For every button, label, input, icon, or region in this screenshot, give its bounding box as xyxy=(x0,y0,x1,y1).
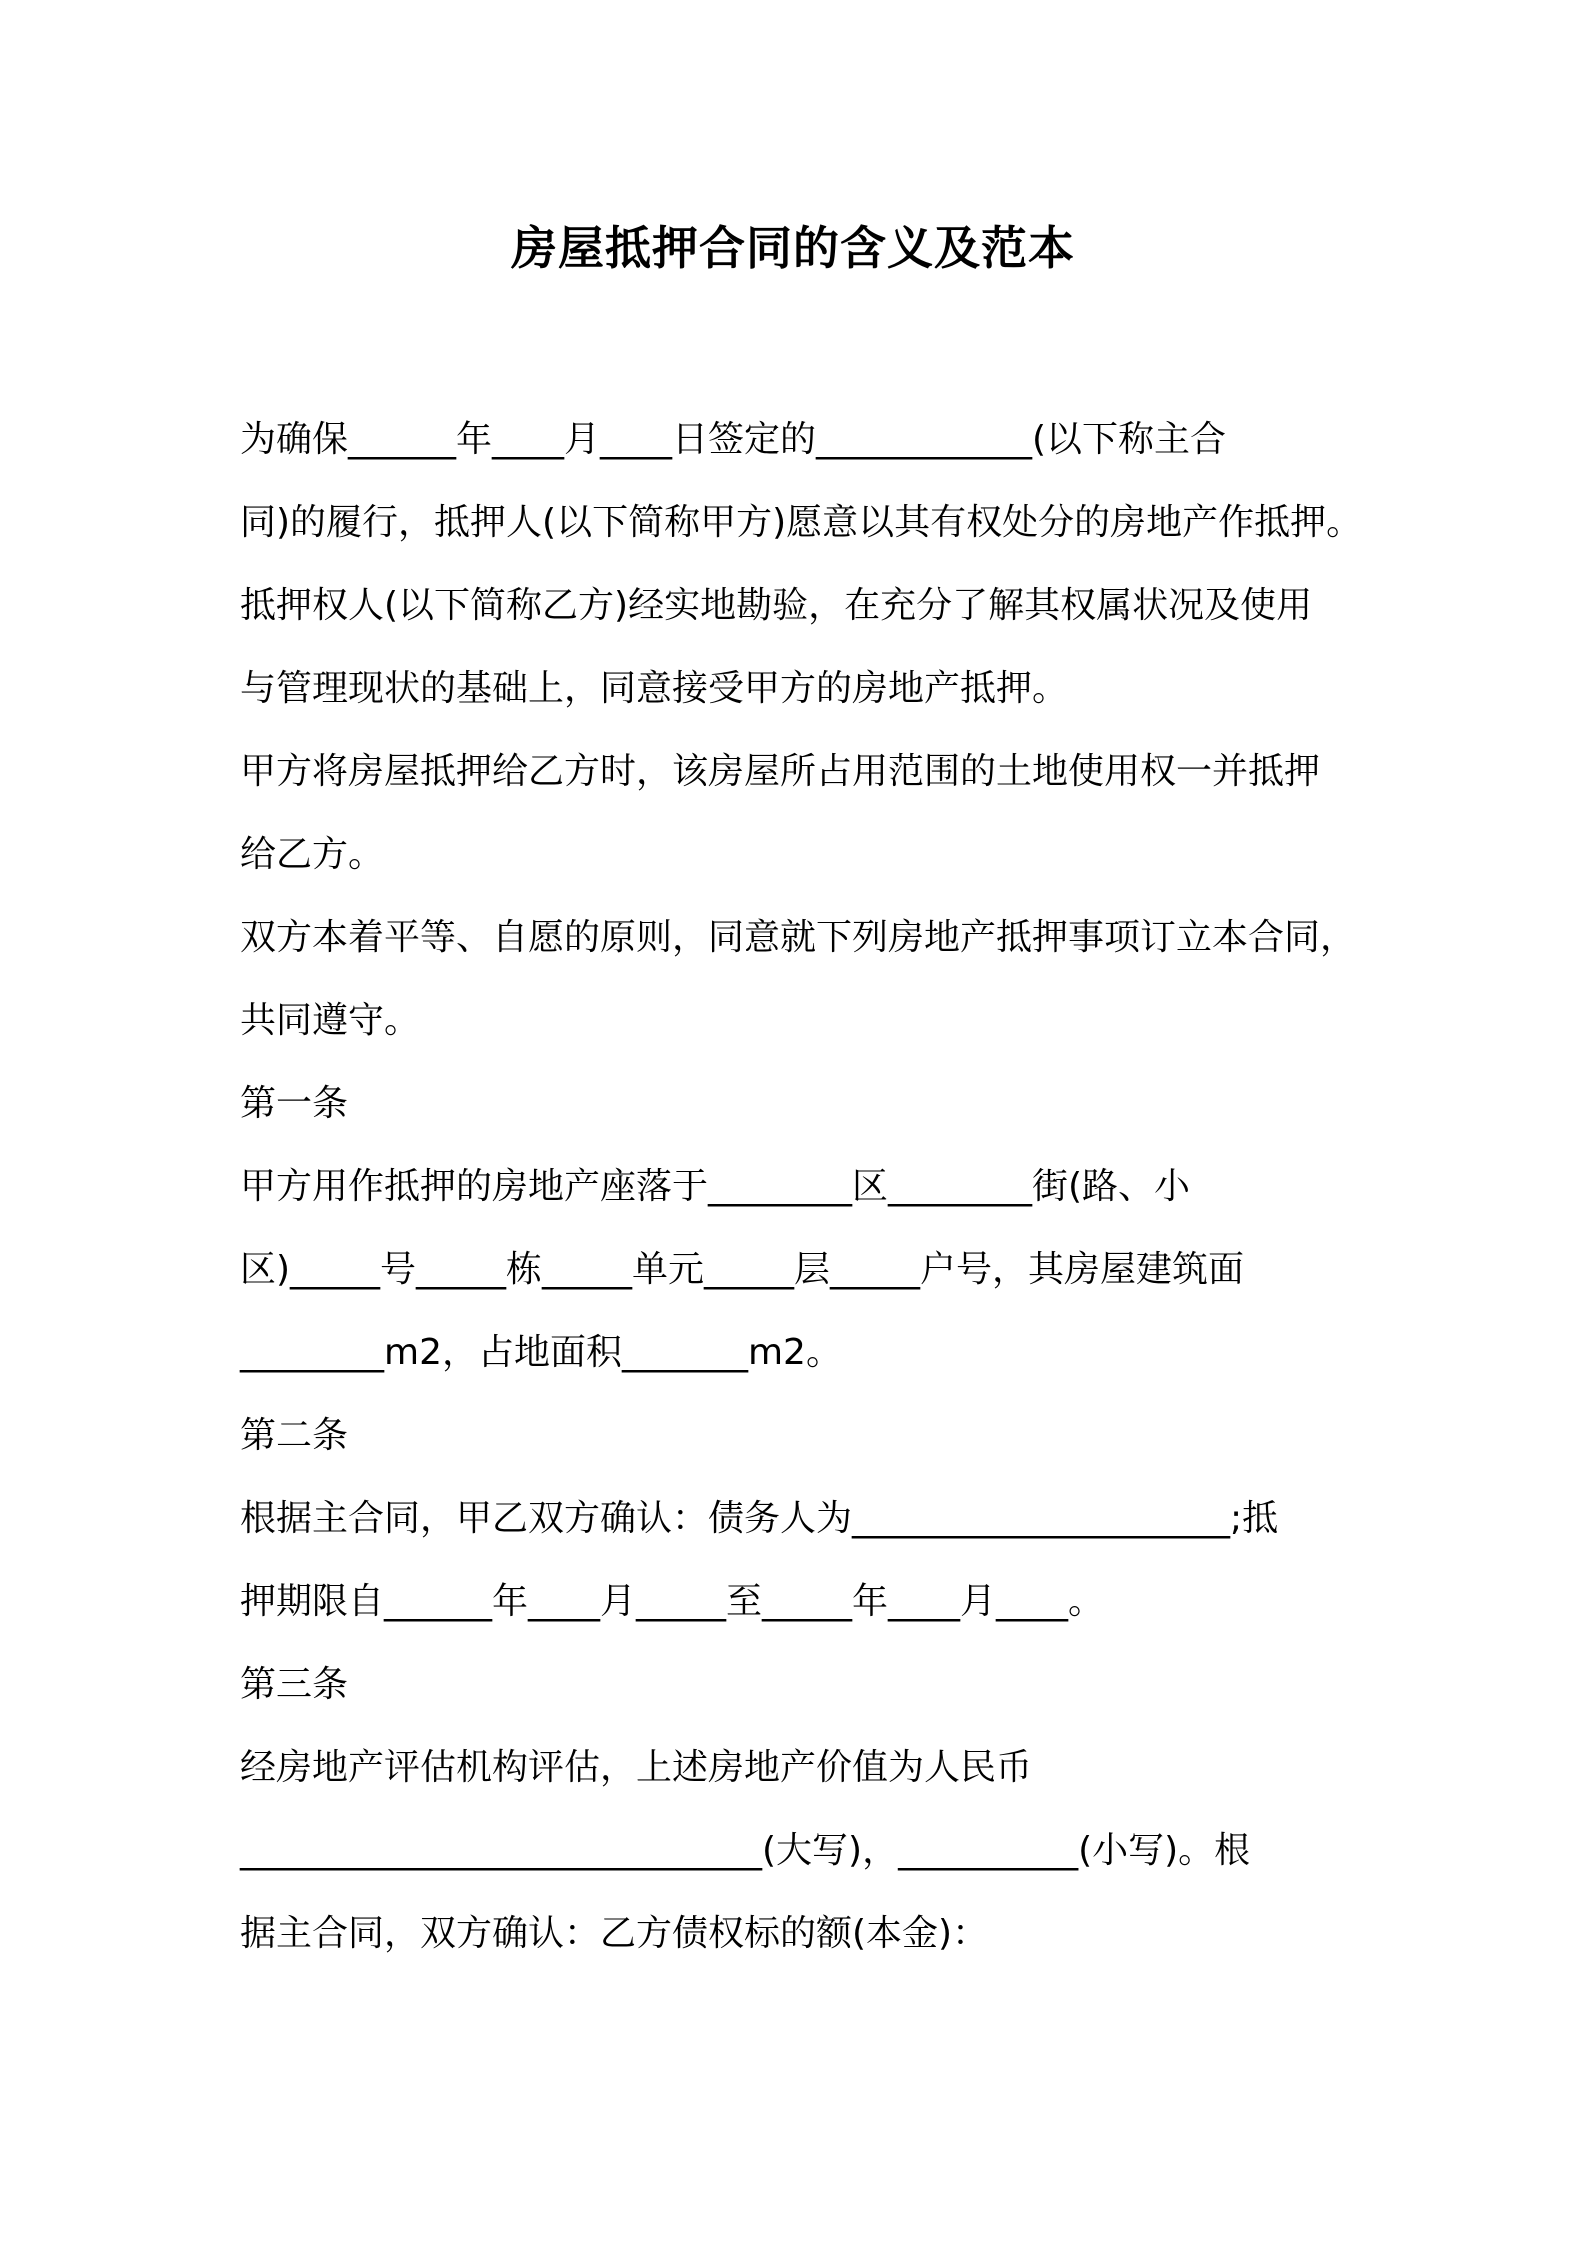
document-body xyxy=(240,410,1370,1987)
body-line: 据主合同，双方确认：乙方债权标的额(本金)： xyxy=(240,1913,989,1954)
body-line: 甲方将房屋抵押给乙方时，该房屋所占用范围的土地使用权一并抵押 xyxy=(240,751,1321,792)
article-heading-3: 第三条 xyxy=(240,1664,349,1705)
body-line: 与管理现状的基础上，同意接受甲方的房地产抵押。 xyxy=(240,668,1069,709)
body-line: 抵押权人(以下简称乙方)经实地勘验，在充分了解其权属状况及使用 xyxy=(240,585,1313,626)
document-title: 房屋抵押合同的含义及范本 xyxy=(511,221,1075,275)
body-line: 经房地产评估机构评估，上述房地产价值为人民币 xyxy=(240,1747,1033,1788)
body-line: 同)的履行，抵押人(以下简称甲方)愿意以其有权处分的房地产作抵押。 xyxy=(240,502,1363,543)
body-line: ________m2，占地面积_______m2。 xyxy=(240,1332,842,1373)
body-line: 根据主合同，甲乙双方确认：债务人为_____________________;抵 xyxy=(240,1498,1279,1539)
body-line: 给乙方。 xyxy=(240,834,385,875)
article-heading-2: 第二条 xyxy=(240,1415,349,1456)
body-line: 押期限自______年____月_____至_____年____月____。 xyxy=(240,1581,1105,1622)
body-line: _____________________________(大写)，__________(小写)。根 xyxy=(240,1830,1251,1871)
body-line: 共同遵守。 xyxy=(240,1000,421,1041)
article-heading-1: 第一条 xyxy=(240,1083,349,1124)
body-line: 双方本着平等、自愿的原则，同意就下列房地产抵押事项订立本合同， xyxy=(240,917,1357,958)
body-line: 甲方用作抵押的房地产座落于________区________街(路、小 xyxy=(240,1166,1191,1207)
body-line: 区)_____号_____栋_____单元_____层_____户号，其房屋建筑面 xyxy=(240,1249,1245,1290)
body-line: 为确保______年____月____日签定的____________(以下称主合 xyxy=(240,419,1227,460)
